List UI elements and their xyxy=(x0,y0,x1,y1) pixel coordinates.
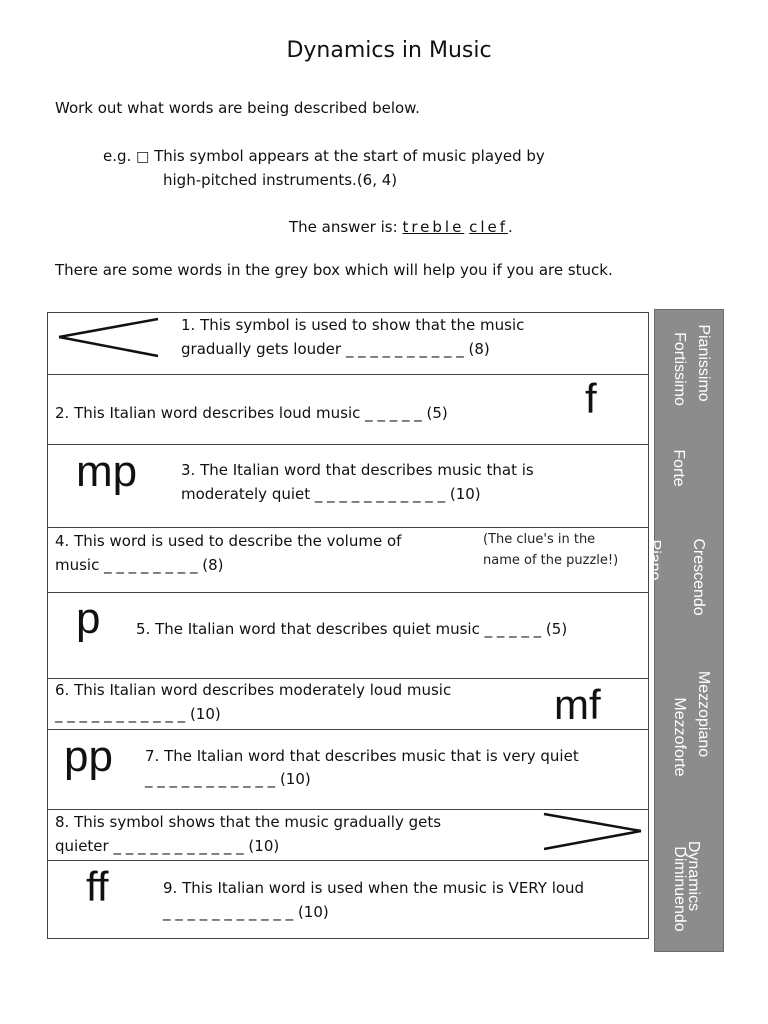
clue-3-line-2: moderately quiet _ _ _ _ _ _ _ _ _ _ _ (10) xyxy=(181,485,481,503)
piano-symbol: p xyxy=(76,594,101,643)
clue-1-line-2: gradually gets louder _ _ _ _ _ _ _ _ _ _ (8) xyxy=(181,340,490,358)
treble-clef-icon: □ xyxy=(136,149,150,165)
row-divider xyxy=(47,444,649,445)
crescendo-hairpin-icon xyxy=(56,317,160,359)
clue-8-line-1: 8. This symbol shows that the music gradually gets xyxy=(55,813,442,831)
instructions: Work out what words are being described below. xyxy=(55,99,420,117)
word-bank-item: Mezzoforte xyxy=(671,697,688,777)
row-divider xyxy=(47,527,649,528)
clue-4-note-2: name of the puzzle!) xyxy=(483,553,619,568)
example-text-1: This symbol appears at the start of music played by xyxy=(154,147,545,165)
forte-symbol: f xyxy=(585,375,597,422)
row-divider xyxy=(47,592,649,593)
pianissimo-symbol: pp xyxy=(64,732,113,781)
answer-word-clef: clef xyxy=(469,218,509,236)
clue-3-line-1: 3. The Italian word that describes music that is xyxy=(181,461,534,479)
clue-2-text: 2. This Italian word describes loud music _ _ _ _ _ (5) xyxy=(55,404,448,422)
clue-7-line-2: _ _ _ _ _ _ _ _ _ _ _ (10) xyxy=(145,770,311,788)
mezzopiano-symbol: mp xyxy=(76,447,138,496)
answer-label: The answer is: xyxy=(289,218,398,236)
hint-text: There are some words in the grey box which will help you if you are stuck. xyxy=(55,261,613,279)
clue-7-line-1: 7. The Italian word that describes music that is very quiet xyxy=(145,747,579,765)
word-bank-item: Pianissimo xyxy=(695,324,712,402)
word-bank-item: Dynamics xyxy=(685,840,702,912)
clue-8-line-2: quieter _ _ _ _ _ _ _ _ _ _ _ (10) xyxy=(55,837,280,855)
table-bottom-border xyxy=(47,938,649,939)
word-bank-item: Diminuendo xyxy=(671,846,688,932)
word-bank-item: Crescendo xyxy=(690,538,707,616)
example-prefix: e.g. xyxy=(103,147,132,165)
fortissimo-symbol: ff xyxy=(86,863,109,910)
answer-period: . xyxy=(508,218,513,236)
table-left-border xyxy=(47,312,48,939)
mezzoforte-symbol: mf xyxy=(554,681,601,728)
clue-9-line-2: _ _ _ _ _ _ _ _ _ _ _ (10) xyxy=(163,903,329,921)
clue-6-line-1: 6. This Italian word describes moderately loud music xyxy=(55,681,452,699)
row-divider xyxy=(47,860,649,861)
word-bank-item: Forte xyxy=(670,449,687,487)
table-right-border xyxy=(648,312,649,939)
diminuendo-hairpin-icon xyxy=(542,812,644,852)
clue-9-line-1: 9. This Italian word is used when the music is VERY loud xyxy=(163,879,585,897)
row-divider xyxy=(47,374,649,375)
clue-4-line-2: music _ _ _ _ _ _ _ _ (8) xyxy=(55,556,224,574)
page-title: Dynamics in Music xyxy=(286,38,492,63)
clue-6-line-2: _ _ _ _ _ _ _ _ _ _ _ (10) xyxy=(55,705,221,723)
word-bank-box xyxy=(646,309,724,952)
word-bank-item: Piano xyxy=(646,539,663,581)
example-line-1 xyxy=(103,144,545,169)
clue-4-note-1: (The clue's in the xyxy=(483,532,596,547)
example-answer xyxy=(289,215,513,239)
word-bank-item: Mezzopiano xyxy=(695,670,712,758)
example-line-2: high-pitched instruments.(6, 4) xyxy=(163,171,398,189)
clue-4-line-1: 4. This word is used to describe the volume of xyxy=(55,532,402,550)
clue-1-line-1: 1. This symbol is used to show that the music xyxy=(181,316,525,334)
row-divider xyxy=(47,729,649,730)
word-bank-item: Fortissimo xyxy=(671,332,688,406)
clue-5-text: 5. The Italian word that describes quiet music _ _ _ _ _ (5) xyxy=(136,620,568,638)
answer-word-treble: treble xyxy=(402,218,465,236)
